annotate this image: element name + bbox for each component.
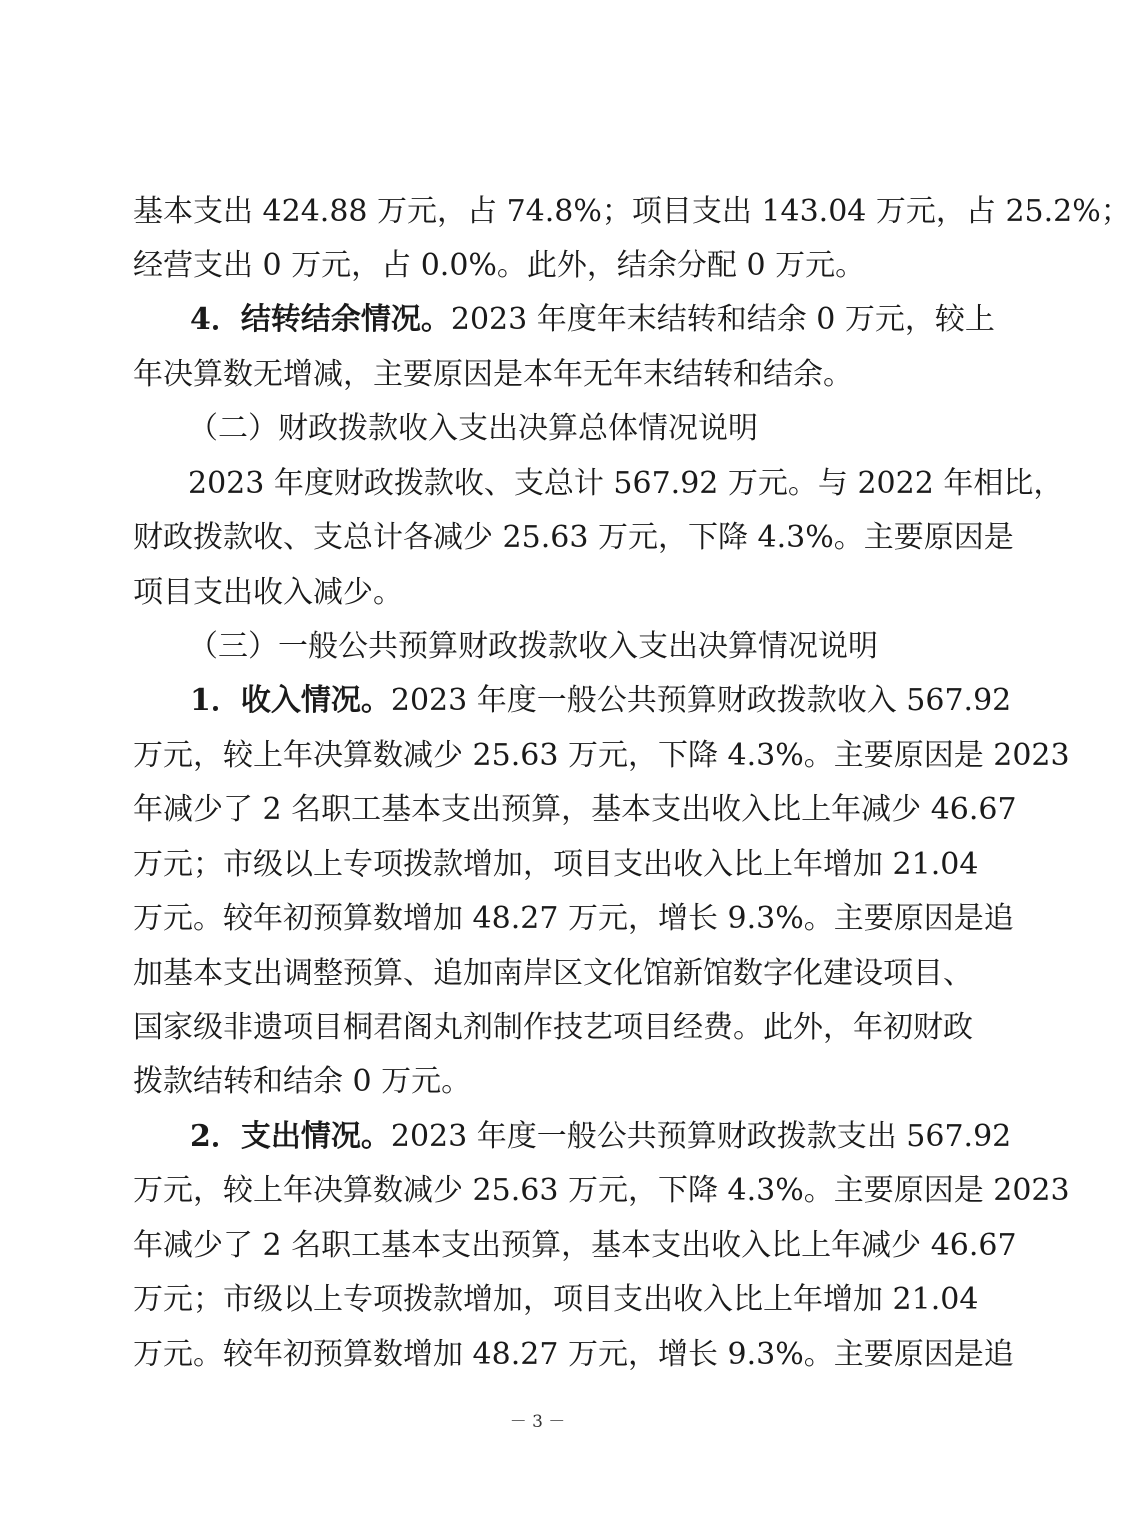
paragraph-line: 基本支出 424.88 万元，占 74.8%；项目支出 143.04 万元，占 25.2%； xyxy=(133,194,1131,229)
paragraph-line: 拨款结转和结余 0 万元。 xyxy=(133,1064,472,1099)
paragraph-line: 万元，较上年决算数减少 25.63 万元，下降 4.3%。主要原因是 2023 xyxy=(133,1173,1070,1208)
section-heading: 1．收入情况。 xyxy=(190,683,391,718)
paragraph-line: 万元。较年初预算数增加 48.27 万元，增长 9.3%。主要原因是追 xyxy=(133,1337,1014,1372)
paragraph-line: 万元；市级以上专项拨款增加，项目支出收入比上年增加 21.04 xyxy=(133,847,979,882)
paragraph-line: 项目支出收入减少。 xyxy=(133,575,403,610)
paragraph-line: 万元，较上年决算数减少 25.63 万元，下降 4.3%。主要原因是 2023 xyxy=(133,738,1070,773)
paragraph-line: 财政拨款收、支总计各减少 25.63 万元，下降 4.3%。主要原因是 xyxy=(133,520,1014,555)
subsection-title: （三）一般公共预算财政拨款收入支出决算情况说明 xyxy=(188,629,878,664)
paragraph-line: 4．结转结余情况。2023 年度年末结转和结余 0 万元，较上 xyxy=(190,302,995,337)
paragraph-line: 1．收入情况。2023 年度一般公共预算财政拨款收入 567.92 xyxy=(190,683,1012,718)
paragraph-line: 年减少了 2 名职工基本支出预算，基本支出收入比上年减少 46.67 xyxy=(133,792,1017,827)
paragraph-line: 加基本支出调整预算、追加南岸区文化馆新馆数字化建设项目、 xyxy=(133,956,973,991)
subsection-title: （二）财政拨款收入支出决算总体情况说明 xyxy=(188,411,758,446)
paragraph-line: 国家级非遗项目桐君阁丸剂制作技艺项目经费。此外，年初财政 xyxy=(133,1010,973,1045)
paragraph-line: 万元；市级以上专项拨款增加，项目支出收入比上年增加 21.04 xyxy=(133,1282,979,1317)
paragraph-line: 年决算数无增减，主要原因是本年无年末结转和结余。 xyxy=(133,357,853,392)
section-heading: 2．支出情况。 xyxy=(190,1119,391,1154)
paragraph-line: 年减少了 2 名职工基本支出预算，基本支出收入比上年减少 46.67 xyxy=(133,1228,1017,1263)
paragraph-line: 万元。较年初预算数增加 48.27 万元，增长 9.3%。主要原因是追 xyxy=(133,901,1014,936)
section-heading: 4．结转结余情况。 xyxy=(190,302,451,337)
paragraph-line: 经营支出 0 万元，占 0.0%。此外，结余分配 0 万元。 xyxy=(133,248,866,283)
page-number: － 3 － xyxy=(509,1412,566,1432)
paragraph-line: 2023 年度财政拨款收、支总计 567.92 万元。与 2022 年相比， xyxy=(188,466,1064,501)
paragraph-line: 2．支出情况。2023 年度一般公共预算财政拨款支出 567.92 xyxy=(190,1119,1012,1154)
